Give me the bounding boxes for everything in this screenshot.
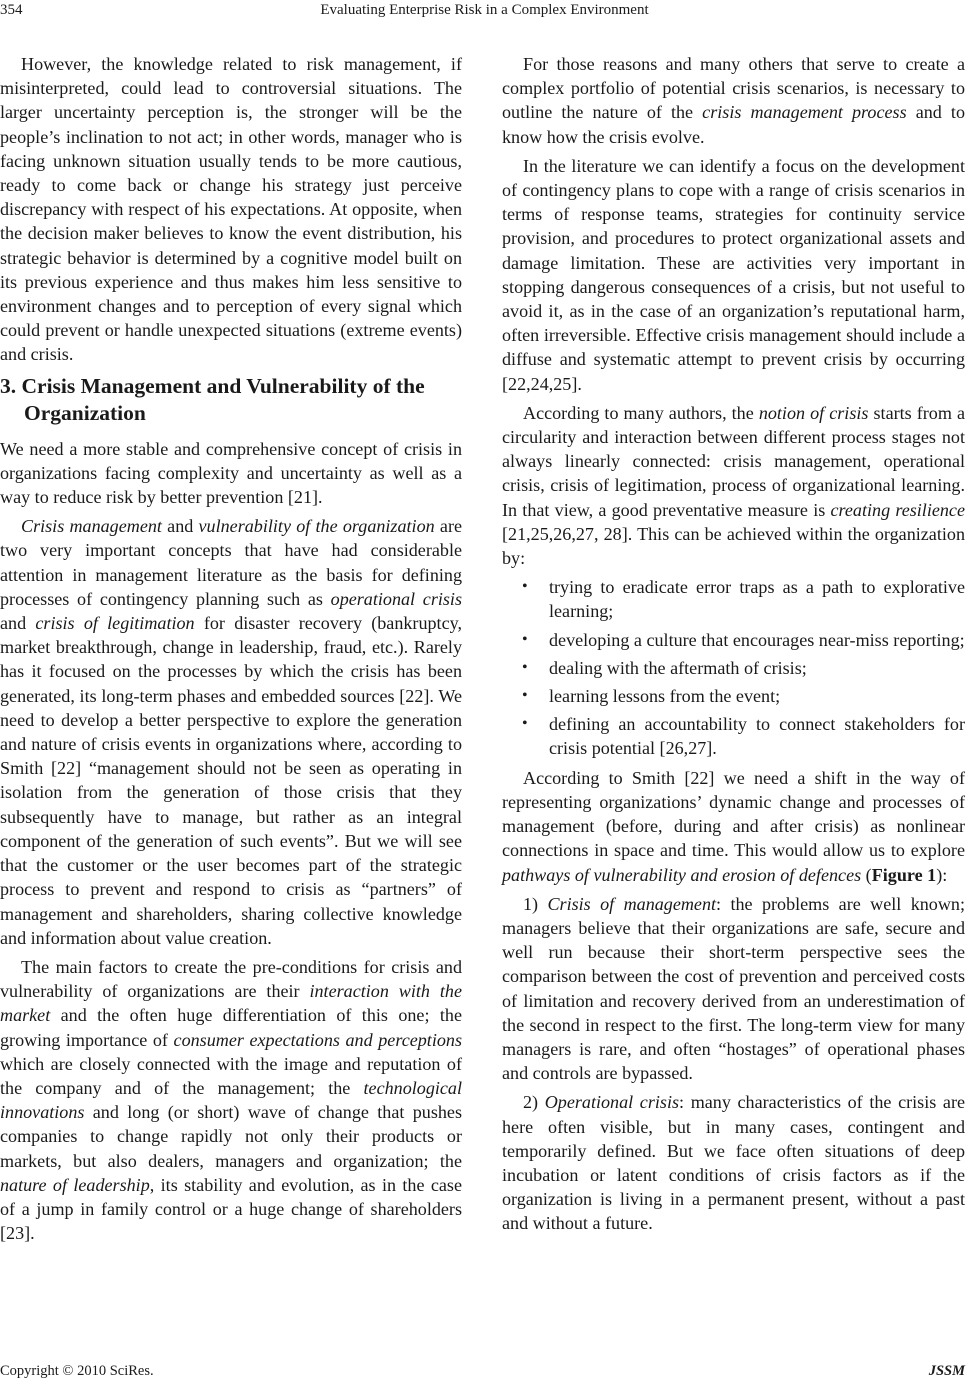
paragraph <box>502 52 965 149</box>
list-item-text: developing a culture that encourages near-miss reporting; <box>549 629 965 650</box>
list-item-text: dealing with the aftermath of crisis; <box>549 657 807 678</box>
paragraph <box>502 1090 965 1235</box>
text-run: The main factors to create the pre-conditions for crisis and vulnerability of organizations are their <box>0 956 462 1002</box>
list-item <box>502 575 965 623</box>
list-item <box>502 656 965 680</box>
paragraph <box>0 514 462 950</box>
list-item-text: learning lessons from the event; <box>549 686 781 707</box>
text-run: ): <box>936 864 948 885</box>
journal-abbreviation: JSSM <box>928 1363 965 1379</box>
copyright-notice: Copyright © 2010 SciRes. <box>0 1363 154 1379</box>
text-run: and to know how the crisis evolve. <box>502 102 965 147</box>
list-item <box>502 628 965 652</box>
text-run: are two very important concepts that have had considerable attention in management literature as the basis for defining processes of contingency planning such as <box>0 516 463 609</box>
list-item <box>502 684 965 708</box>
page-header <box>0 0 969 22</box>
text-run: for disaster recovery (bankruptcy, market breakthrough, change in leadership, fraud, etc.). Rarely has it focused on the processes by which the crisis has been generated, its long-term phases and embedded sources [22]. We need to develop a better perspective to explore the generation and nature of crisis events in organizations where, according to Smith [22] “management should not be seen as operating in isolation from the generation of those crisis that they subsequently have to manage, but rather as an integral component of the generation of such events”. But we will see that the customer or the user becomes part of the strategic process to prevent and respond to crisis as “partners” of management and shareholders, sharing collective knowledge and information about value creation. <box>0 613 463 948</box>
text-run: and <box>161 516 199 537</box>
page-number: 354 <box>0 2 23 18</box>
bullet-list <box>502 575 965 760</box>
text-run: : the problems are well known; managers believe that their organizations are safe, secure and well run because their short-term perspective sees the comparison between the cost of prevention and perceived costs of limitation and recovery derived from an underestimation of the second in respect to the first. The long-term view for many managers is rare, and often “hostages” of operational phases and controls are bypassed. <box>502 893 965 1084</box>
text-run: According to many authors, the <box>523 402 759 423</box>
emphasis: Operational crisis <box>544 1092 680 1113</box>
emphasis: consumer expectations and perceptions <box>173 1029 462 1050</box>
paragraph: We need a more stable and comprehensive concept of crisis in organizations facing complexity and uncertainty as well as a way to reduce risk by better prevention [21]. <box>0 438 462 508</box>
emphasis: creating resilience <box>830 499 965 520</box>
paragraph: However, the knowledge related to risk management, if misinterpreted, could lead to controversial situations. The larger uncertainty perception is, the stronger will be the people’s inclination to not act; in other words, manager who is facing unknown situation usually tends to be more cautious, ready to come back or change his strategy just perceive discrepancy with respect of his expectations. At opposite, when the decision maker believes to know the event distribution, his strategic behavior is determined by a cognitive model built on its previous experience and thus makes him less sensitive to environment changes and to perception of every signal which could prevent or handle unexpected situations (extreme events) and crisis. <box>0 54 462 365</box>
text-run: ( <box>861 864 872 885</box>
emphasis: Crisis of management <box>547 893 717 914</box>
page-footer <box>0 1361 969 1381</box>
paragraph <box>502 892 965 1086</box>
text-run: which are closely connected with the image and reputation of the company and of the management; the <box>0 1053 462 1098</box>
emphasis: vulnerability of the organization <box>198 516 435 537</box>
bullet-icon: • <box>522 578 528 596</box>
bullet-icon: • <box>522 658 528 676</box>
paragraph <box>502 401 965 570</box>
left-column <box>0 52 462 1250</box>
text-run: and <box>0 613 36 634</box>
emphasis: interaction with the market <box>0 981 462 1026</box>
emphasis: notion of crisis <box>758 402 869 423</box>
text-run: and the often huge differentiation of this one; the growing importance of <box>0 1005 462 1050</box>
text-run: 2) <box>523 1092 545 1113</box>
list-item-text: trying to eradicate error traps as a path to explorative learning; <box>549 577 965 622</box>
text-run: : many characteristics of the crisis are here often visible, but in many cases, contingent and temporarily defined. But we face often situations of deep incubation or latent conditions of crisis factors as if the organization is living in a permanent present, without a past and without a future. <box>502 1092 965 1234</box>
right-column <box>502 52 965 1241</box>
emphasis: pathways of vulnerability and erosion of defences <box>502 864 862 885</box>
running-title: Evaluating Enterprise Risk in a Complex Environment <box>320 2 649 18</box>
text-run: According to Smith [22] we need a shift in the way of representing organizations’ dynamic change and processes of management (before, during and after crisis) as nonlinear connections in space and time. This would allow us to explore <box>502 767 965 861</box>
bullet-icon: • <box>522 687 528 705</box>
emphasis: crisis of legitimation <box>35 613 195 634</box>
bullet-icon: • <box>522 630 528 648</box>
section-heading: 3. Crisis Management and Vulnerability of the Organization <box>0 373 425 426</box>
text-run: starts from a circularity and interaction between different process stages not always linearly connected: crisis management, operational crisis, crisis of legitimation, process of organizational learning. In that view, a good preventative measure is <box>502 402 966 520</box>
bullet-icon: • <box>522 715 528 733</box>
emphasis: technological innovations <box>0 1077 462 1123</box>
text-run: and long (or short) wave of change that pushes companies to change rapidly not only their products or markets, but also dealers, managers and organization; the <box>0 1102 462 1171</box>
figure-reference: Figure 1 <box>871 864 937 885</box>
text-run: For those reasons and many others that serve to create a complex portfolio of potential crisis scenarios, is necessary to outline the nature of the <box>502 54 965 123</box>
text-run: 1) <box>523 893 548 914</box>
paragraph <box>502 766 965 887</box>
list-item-text: defining an accountability to connect stakeholders for crisis potential [26,27]. <box>549 714 965 759</box>
emphasis: crisis management process <box>702 102 907 123</box>
emphasis: operational crisis <box>330 588 462 609</box>
emphasis: Crisis management <box>21 516 162 537</box>
emphasis: nature of leadership <box>0 1174 150 1195</box>
text-run: [21,25,26,27, 28]. This can be achieved within the organization by: <box>502 523 965 569</box>
text-run: , its stability and evolution, as in the case of a jump in family control or a huge change of shareholders [23]. <box>0 1174 462 1244</box>
paragraph <box>0 955 462 1245</box>
list-item <box>502 712 965 760</box>
paragraph: In the literature we can identify a focus on the development of contingency plans to cope with a range of crisis scenarios in terms of response teams, strategies for continuity service provision, and procedures to protect organizational assets and damage limitation. These are activities very important in stopping dangerous consequences of a crisis, but not useful to avoid it, as in the case of an organization’s reputational harm, often irreversible. Effective crisis management should include a diffuse and systematic attempt to prevent crisis by occurring [22,24,25]. <box>502 155 965 394</box>
